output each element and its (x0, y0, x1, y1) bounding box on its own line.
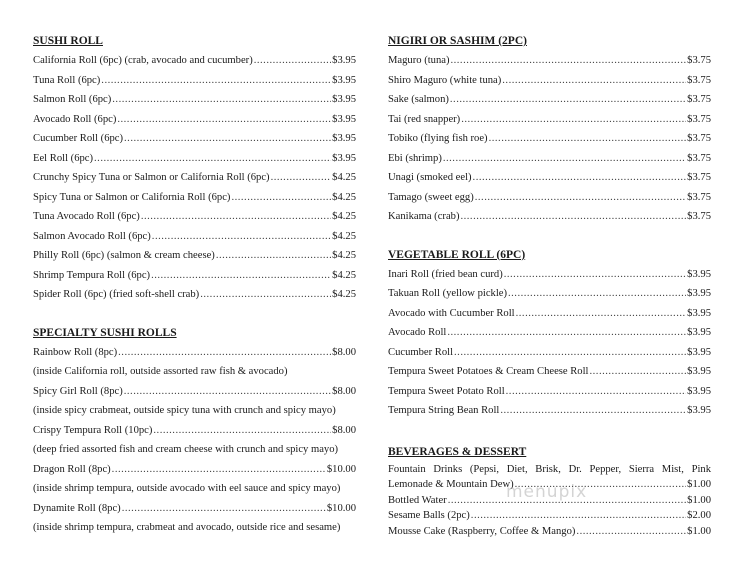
item-name: Shrimp Tempura Roll (6pc) (33, 269, 151, 281)
menu-item (388, 168, 711, 188)
menu-item (388, 129, 711, 149)
item-price: $4.25 (332, 211, 356, 222)
item-price: $1.00 (687, 525, 711, 537)
item-price: $3.75 (687, 55, 711, 66)
item-price: $4.25 (332, 172, 356, 183)
item-name: Spicy Tuna or Salmon or California Roll (6pc) (33, 191, 231, 203)
dot-leader (153, 421, 331, 441)
item-price: $3.75 (687, 133, 711, 144)
nigiri-section (388, 32, 711, 227)
item-name: Lemonade & Mountain Dew) (388, 479, 514, 490)
dot-leader (489, 129, 687, 149)
dot-leader (500, 401, 686, 421)
item-name: Sesame Balls (2pc) (388, 510, 470, 521)
item-name: Dynamite Roll (8pc) (33, 502, 121, 514)
dot-leader (200, 285, 331, 305)
fountain-drinks-line: Fountain Drinks (Pepsi, Diet, Brisk, Dr. Pepper, Sierra Mist, Pink (388, 463, 711, 475)
menu-item (33, 246, 356, 266)
item-price: $3.95 (687, 327, 711, 338)
menu-item (388, 401, 711, 421)
item-price: $2.00 (687, 510, 711, 521)
dot-leader (576, 524, 686, 540)
item-price: $4.25 (332, 250, 356, 261)
item-price: $8.00 (332, 385, 356, 397)
menu-item (388, 323, 711, 343)
dot-leader (94, 149, 331, 169)
item-description: (inside shrimp tempura, outside avocado with eel sauce and spicy mayo) (33, 483, 341, 494)
item-price: $3.95 (332, 94, 356, 105)
item-name: Avocado with Cucumber Roll (388, 307, 515, 319)
menu-item (33, 188, 356, 208)
item-price: $3.95 (687, 268, 711, 280)
dot-leader (216, 246, 331, 266)
menu-item (33, 285, 356, 305)
item-name: Tuna Avocado Roll (6pc) (33, 211, 140, 222)
menu-item (388, 382, 711, 402)
menu-item (388, 149, 711, 169)
item-price: $3.95 (687, 366, 711, 377)
item-name: Spicy Girl Roll (8pc) (33, 385, 123, 397)
menu-item (33, 499, 356, 519)
dot-leader (473, 168, 687, 188)
item-price: $4.25 (332, 269, 356, 281)
item-name: Tempura Sweet Potatoes & Cream Cheese Roll (388, 366, 589, 377)
item-name: Shiro Maguro (white tuna) (388, 74, 502, 86)
item-name: Mousse Cake (Raspberry, Coffee & Mango) (388, 525, 576, 537)
item-price: $3.95 (687, 346, 711, 358)
item-name: Tai (red snapper) (388, 113, 461, 125)
item-name: Spider Roll (6pc) (fried soft-shell crab) (33, 289, 200, 300)
menu-item (33, 149, 356, 169)
dot-leader (443, 149, 686, 169)
dot-leader (151, 266, 331, 286)
specialty-rolls-section (33, 324, 356, 538)
menu-item (388, 51, 711, 71)
dot-leader (460, 207, 686, 227)
menu-item (33, 71, 356, 91)
item-name: Crispy Tempura Roll (10pc) (33, 424, 153, 436)
menu-item (388, 90, 711, 110)
dot-leader (450, 51, 686, 71)
item-price: $8.00 (332, 346, 356, 358)
item-description: (inside shrimp tempura, crabmeat and avocado, outside rice and sesame) (33, 522, 341, 533)
item-description: (inside spicy crabmeat, outside spicy tuna with crunch and spicy mayo) (33, 405, 336, 416)
item-price: $1.00 (687, 494, 711, 506)
item-price: $4.25 (332, 191, 356, 203)
dot-leader (271, 168, 332, 188)
item-price: $3.75 (687, 172, 711, 183)
section-title: NIGIRI OR SASHIM (2PC) (388, 35, 527, 47)
dot-leader (141, 207, 331, 227)
section-title: BEVERAGES & DESSERT (388, 445, 527, 458)
item-price: $3.75 (687, 191, 711, 203)
item-price: $3.75 (687, 152, 711, 164)
menu-item (388, 110, 711, 130)
menu-item (388, 362, 711, 382)
item-price: $3.95 (332, 74, 356, 86)
item-price: $8.00 (332, 424, 356, 436)
sushi-roll-section (33, 32, 356, 305)
dot-leader (450, 90, 686, 110)
item-name: Maguro (tuna) (388, 55, 450, 66)
item-price: $3.95 (687, 307, 711, 319)
item-name: Bottled Water (388, 494, 447, 506)
menu-item (33, 207, 356, 227)
item-name: Cucumber Roll (388, 346, 454, 358)
dot-leader (231, 188, 331, 208)
item-description: (inside California roll, outside assorted raw fish & avocado) (33, 366, 288, 377)
item-name: Avocado Roll (388, 327, 447, 338)
menu-item (388, 524, 711, 540)
menu-item (388, 71, 711, 91)
vegetable-roll-section (388, 246, 711, 421)
item-price: $3.75 (687, 211, 711, 222)
item-price: $3.95 (687, 405, 711, 416)
item-name: Unagi (smoked eel) (388, 172, 472, 183)
menu-item (33, 421, 356, 441)
item-name: Tamago (sweet egg) (388, 191, 474, 203)
dot-leader (590, 362, 687, 382)
menu-item (33, 227, 356, 247)
item-name: Rainbow Roll (8pc) (33, 346, 118, 358)
item-name: Salmon Roll (6pc) (33, 94, 112, 105)
menu-item (33, 90, 356, 110)
dot-leader (461, 110, 686, 130)
item-name: Tuna Roll (6pc) (33, 74, 101, 86)
dot-leader (124, 382, 331, 402)
dot-leader (118, 343, 331, 363)
item-name: Takuan Roll (yellow pickle) (388, 288, 507, 299)
dot-leader (508, 284, 686, 304)
dot-leader (504, 265, 686, 285)
dot-leader (447, 323, 686, 343)
item-price: $4.25 (332, 230, 356, 242)
item-name: Crunchy Spicy Tuna or Salmon or California Roll (6pc) (33, 172, 270, 183)
dot-leader (117, 110, 331, 130)
item-name: Avocado Roll (6pc) (33, 113, 117, 125)
item-price: $3.75 (687, 74, 711, 86)
dot-leader (502, 71, 686, 91)
dot-leader (471, 508, 686, 524)
dot-leader (454, 343, 686, 363)
dot-leader (112, 90, 331, 110)
section-title: SPECIALTY SUSHI ROLLS (33, 326, 177, 339)
item-name: Cucumber Roll (6pc) (33, 133, 124, 144)
menu-item (33, 266, 356, 286)
menu-item (388, 284, 711, 304)
dot-leader (506, 382, 687, 402)
item-name: Eel Roll (6pc) (33, 152, 94, 164)
dot-leader (475, 188, 686, 208)
dot-leader (112, 460, 326, 480)
menu-item (388, 343, 711, 363)
menu-item (33, 382, 356, 402)
item-price: $10.00 (326, 502, 356, 514)
menu-item (33, 51, 356, 71)
item-name: Kanikama (crab) (388, 211, 460, 222)
dot-leader (152, 227, 331, 247)
item-name: Tempura Sweet Potato Roll (388, 385, 505, 397)
menu-item (388, 304, 711, 324)
menu-item (388, 265, 711, 285)
menu-item (33, 129, 356, 149)
menu-item (33, 168, 356, 188)
menu-item (33, 460, 356, 480)
item-price: $3.75 (687, 113, 711, 125)
item-name: Inari Roll (fried bean curd) (388, 268, 503, 280)
item-price: $3.95 (687, 385, 711, 397)
item-name: Philly Roll (6pc) (salmon & cream cheese) (33, 250, 215, 261)
dot-leader (101, 71, 331, 91)
right-column (388, 32, 711, 539)
item-price: $3.75 (687, 94, 711, 105)
item-price: $3.95 (687, 288, 711, 299)
item-price: $3.95 (332, 133, 356, 144)
item-description: (deep fried assorted fish and cream cheese with crunch and spicy mayo) (33, 444, 339, 455)
dot-leader (122, 499, 326, 519)
item-price: $10.00 (326, 463, 356, 475)
watermark: menupix (506, 482, 588, 502)
item-name: Tobiko (flying fish roe) (388, 133, 488, 144)
item-price: $3.95 (332, 152, 356, 164)
menu-item (388, 207, 711, 227)
item-price: $4.25 (332, 289, 356, 300)
item-name: Sake (salmon) (388, 94, 449, 105)
item-price: $3.95 (332, 113, 356, 125)
menu-item (388, 188, 711, 208)
item-name: Salmon Avocado Roll (6pc) (33, 230, 151, 242)
item-name: Tempura String Bean Roll (388, 405, 500, 416)
section-title: SUSHI ROLL (33, 35, 103, 47)
item-price: $3.95 (332, 55, 356, 66)
dot-leader (516, 304, 687, 324)
item-name: California Roll (6pc) (crab, avocado and cucumber) (33, 55, 253, 66)
menu-item (33, 110, 356, 130)
item-name: Ebi (shrimp) (388, 152, 442, 164)
left-column (33, 32, 356, 538)
menu-item (388, 508, 711, 524)
item-name: Dragon Roll (8pc) (33, 463, 111, 475)
dot-leader (124, 129, 331, 149)
dot-leader (254, 51, 331, 71)
menu-item (33, 343, 356, 363)
item-price: $1.00 (687, 479, 711, 490)
section-title: VEGETABLE ROLL (6PC) (388, 248, 526, 261)
